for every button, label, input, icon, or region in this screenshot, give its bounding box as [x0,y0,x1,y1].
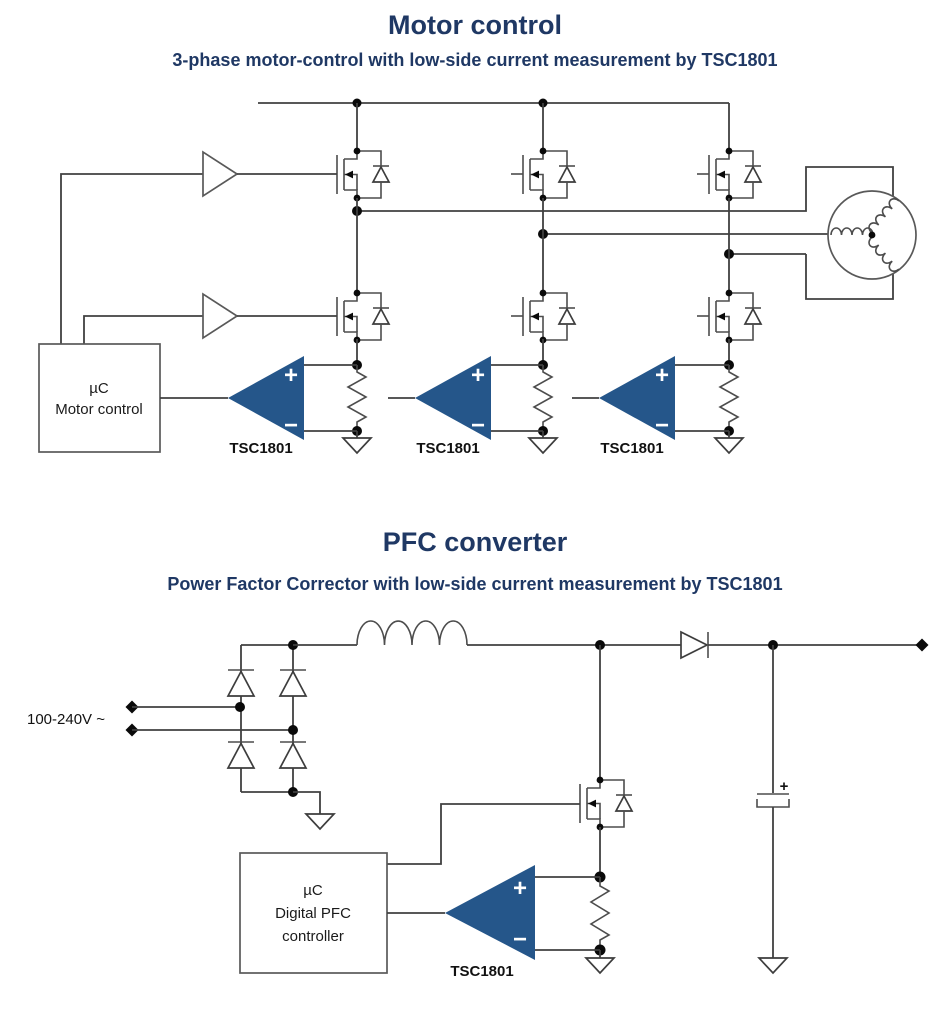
output-capacitor [757,645,789,973]
uc-pfc-line2: Digital PFC [275,905,351,922]
boost-inductor-icon [357,621,467,645]
uc-pfc-line1: µC [303,882,323,899]
tsc1801-label-2: TSC1801 [416,440,480,457]
tsc1801-label-3: TSC1801 [600,440,664,457]
tsc1801-amp-2 [388,356,543,457]
ground-symbol-3 [715,438,743,453]
ac-input [27,701,293,737]
capacitor-polarity-label: + [779,778,789,795]
uc-motor-line1: µC [89,380,109,397]
gate-drive-wire [387,804,580,864]
rectifier-diode-icon-4 [280,742,306,768]
half-bridge-2 [511,103,575,453]
dc-output-terminal-icon [916,639,929,652]
shunt-resistor-3 [720,365,738,431]
ground-symbol-1 [343,438,371,453]
plus-input-label-2: + [470,362,486,389]
tsc1801-amp-1 [228,356,357,457]
boost-diode-icon [681,632,708,658]
pfc-section-title: PFC converter [382,527,568,557]
driver-buffer-icon-1 [203,152,237,196]
mosfet-low-side-2 [523,290,575,344]
uc-motor-line2: Motor control [55,401,143,418]
pfc-shunt [586,872,614,974]
rectifier-diode-icon-3 [228,742,254,768]
tsc1801-amp-3 [572,356,729,457]
mosfet-low-side-3 [709,290,761,344]
plus-input-label-pfc: + [512,875,528,902]
minus-input-label-3: − [654,412,670,439]
rectifier-diode-icon-2 [280,670,306,696]
tsc1801-amp-pfc [387,865,600,980]
ground-symbol-shunt [586,958,614,973]
half-bridge-3 [697,103,761,453]
ground-symbol-2 [529,438,557,453]
pfc-switch [387,645,632,877]
plus-input-label-1: + [283,362,299,389]
mosfet-high-side-2 [523,148,575,202]
pfc-converter-diagram [27,527,929,980]
driver-buffer-icon-2 [203,294,237,338]
minus-input-label-pfc: − [512,926,528,953]
phase-wires [352,167,893,299]
mosfet-low-side-1 [337,290,389,344]
ground-symbol-rectifier [306,814,334,829]
shunt-resistor-2 [534,365,552,431]
tsc1801-label-pfc: TSC1801 [450,963,514,980]
uc-pfc-box [240,853,387,973]
gate-driver-low [84,294,337,344]
dc-bus-rail [258,99,729,108]
pfc-shunt-resistor [591,877,609,950]
phase-a-wire [357,167,893,299]
plus-input-label-3: + [654,362,670,389]
pfc-mosfet [580,777,632,831]
half-bridge-1 [337,103,389,453]
tsc1801-label-1: TSC1801 [229,440,293,457]
bridge-rectifier [228,640,334,829]
ac-voltage-label: 100-240V ~ [27,711,105,728]
motor-section-title: Motor control [388,10,562,40]
uc-pfc-line3: controller [282,928,344,945]
motor-icon [828,191,916,279]
motor-control-diagram [39,10,916,457]
mosfet-high-side-3 [709,148,761,202]
ground-symbol-capacitor [759,958,787,973]
pfc-section-subtitle: Power Factor Corrector with low-side current measurement by TSC1801 [167,574,783,594]
rectifier-diode-icon-1 [228,670,254,696]
mosfet-high-side-1 [337,148,389,202]
minus-input-label-2: − [470,412,486,439]
minus-input-label-1: − [283,412,299,439]
uc-motor-control-box [39,344,228,452]
motor-section-subtitle: 3-phase motor-control with low-side current measurement by TSC1801 [172,50,778,70]
boost-rail [293,621,929,658]
shunt-resistor-1 [348,365,366,431]
